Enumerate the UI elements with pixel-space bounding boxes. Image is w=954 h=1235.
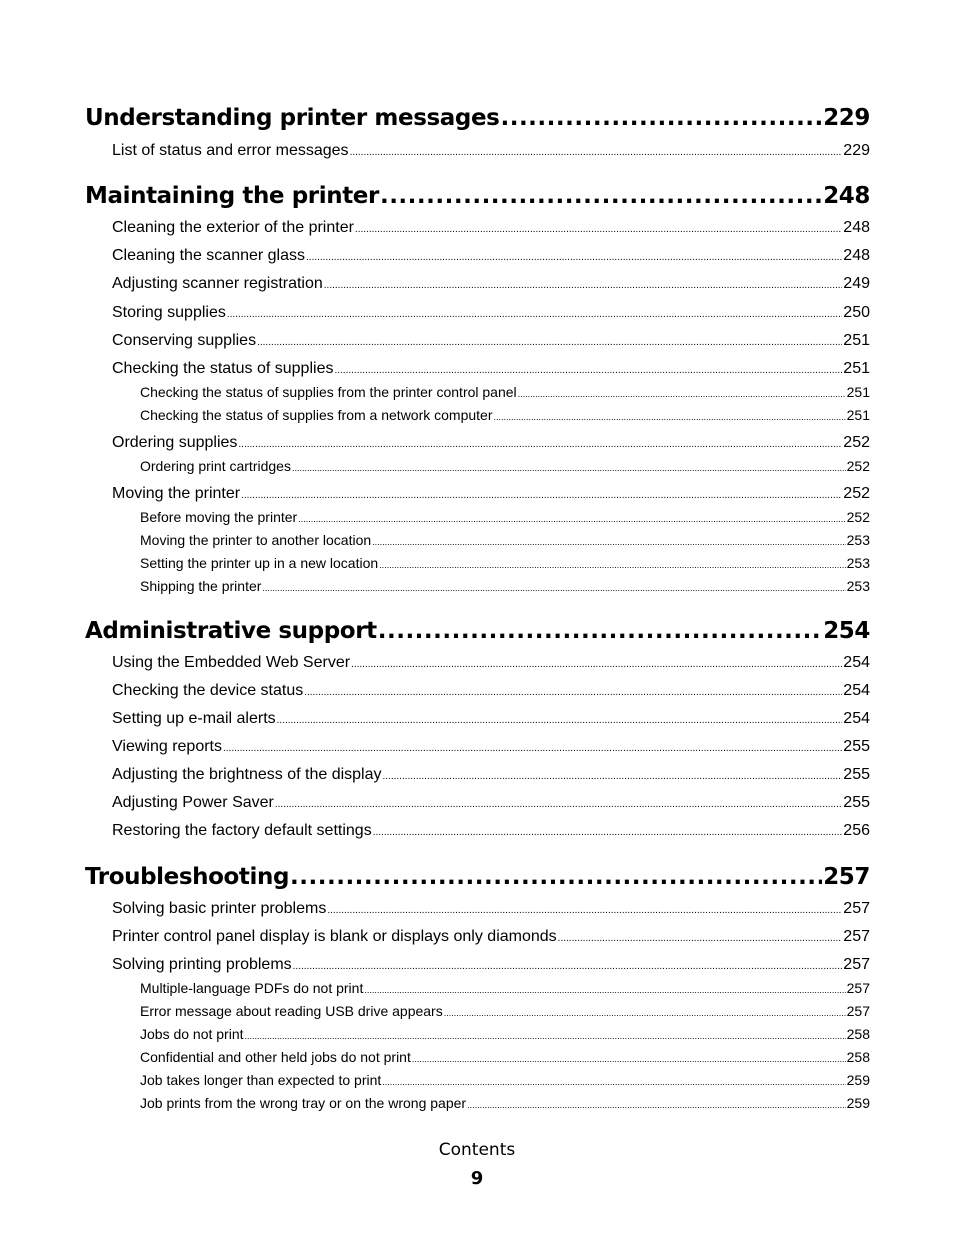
toc-entry-page-number: 248	[843, 219, 870, 236]
toc-subentry[interactable]	[140, 384, 870, 400]
toc-subentry[interactable]	[140, 1003, 870, 1019]
toc-section-heading-page-number: 257	[823, 864, 870, 890]
toc-section-heading-title: Troubleshooting	[85, 864, 290, 890]
dot-leader	[373, 827, 843, 838]
dot-leader	[290, 864, 822, 890]
toc-entry-title: Viewing reports	[112, 738, 222, 755]
toc-subentry-title: Before moving the printer	[140, 509, 298, 525]
toc-subentry-page-number: 253	[846, 578, 870, 594]
toc-subentry-page-number: 258	[846, 1026, 870, 1042]
toc-entry-title: Printer control panel display is blank or displays only diamonds	[112, 928, 557, 945]
toc-entry-page-number: 257	[843, 956, 870, 973]
toc-subentry-title: Job prints from the wrong tray or on the wrong paper	[140, 1095, 467, 1111]
dot-leader	[306, 252, 842, 263]
toc-subentry-title: Setting the printer up in a new location	[140, 555, 379, 571]
toc-section-heading[interactable]	[85, 864, 870, 890]
toc-subentry-page-number: 253	[846, 555, 870, 571]
toc-entry[interactable]	[112, 822, 870, 840]
toc-entry-title: Checking the device status	[112, 682, 304, 699]
dot-leader	[412, 1054, 846, 1064]
toc-subentry[interactable]	[140, 1026, 870, 1042]
toc-subentry[interactable]	[140, 1095, 870, 1111]
toc-entry-title: Ordering supplies	[112, 434, 238, 451]
dot-leader	[383, 771, 843, 782]
toc-subentry-page-number: 259	[846, 1095, 870, 1111]
toc-section-heading-title: Maintaining the printer	[85, 183, 379, 209]
toc-entry-title: Adjusting scanner registration	[112, 275, 323, 292]
toc-entry-page-number: 252	[843, 485, 870, 502]
toc-entry[interactable]	[112, 304, 870, 322]
toc-entry[interactable]	[112, 928, 870, 946]
toc-entry-title: Restoring the factory default settings	[112, 822, 372, 839]
toc-entry-title: Checking the status of supplies	[112, 360, 334, 377]
toc-subentry[interactable]	[140, 407, 870, 423]
dot-leader	[355, 224, 842, 235]
dot-leader	[467, 1100, 846, 1110]
toc-section-heading[interactable]	[85, 183, 870, 209]
dot-leader	[327, 905, 842, 916]
toc-subentry-title: Shipping the printer	[140, 578, 262, 594]
dot-leader	[223, 743, 842, 754]
toc-section-heading-title: Administrative support	[85, 618, 377, 644]
toc-subentry-page-number: 252	[846, 458, 870, 474]
toc-section-heading-page-number: 229	[823, 105, 870, 131]
toc-subentry[interactable]	[140, 509, 870, 525]
toc-entry[interactable]	[112, 710, 870, 728]
dot-leader	[238, 439, 842, 450]
toc-entry-title: Cleaning the exterior of the printer	[112, 219, 354, 236]
toc-subentry-title: Error message about reading USB drive appears	[140, 1003, 443, 1019]
toc-entry-page-number: 254	[843, 710, 870, 727]
toc-entry-title: Conserving supplies	[112, 332, 257, 349]
dot-leader	[350, 147, 843, 158]
dot-leader	[277, 715, 843, 726]
toc-entry[interactable]	[112, 738, 870, 756]
toc-section-heading[interactable]	[85, 618, 870, 644]
toc-subentry-title: Multiple-language PDFs do not print	[140, 980, 364, 996]
toc-entry[interactable]	[112, 766, 870, 784]
dot-leader	[444, 1008, 846, 1018]
toc-entry-page-number: 251	[843, 332, 870, 349]
dot-leader	[380, 183, 822, 209]
toc-entry[interactable]	[112, 219, 870, 237]
toc-entry[interactable]	[112, 485, 870, 503]
toc-entry[interactable]	[112, 434, 870, 452]
toc-entry-title: Adjusting Power Saver	[112, 794, 274, 811]
toc-entry-page-number: 254	[843, 654, 870, 671]
footer-page-number: 9	[470, 1168, 484, 1189]
dot-leader	[351, 659, 842, 670]
toc-entry-page-number: 255	[843, 738, 870, 755]
toc-subentry[interactable]	[140, 1072, 870, 1088]
toc-entry-title: Moving the printer	[112, 485, 241, 502]
dot-leader	[304, 687, 842, 698]
toc-subentry-title: Checking the status of supplies from a network computer	[140, 407, 493, 423]
toc-entry-title: Storing supplies	[112, 304, 226, 321]
toc-subentry-page-number: 253	[846, 532, 870, 548]
dot-leader	[518, 389, 846, 399]
dot-leader	[378, 618, 822, 644]
toc-subentry-page-number: 251	[846, 384, 870, 400]
toc-entry[interactable]	[112, 360, 870, 378]
toc-entry-page-number: 251	[843, 360, 870, 377]
toc-entry-title: Adjusting the brightness of the display	[112, 766, 382, 783]
toc-subentry[interactable]	[140, 980, 870, 996]
dot-leader	[558, 933, 843, 944]
toc-subentry[interactable]	[140, 532, 870, 548]
toc-entry-page-number: 229	[843, 142, 870, 159]
toc-entry-page-number: 257	[843, 928, 870, 945]
dot-leader	[262, 583, 845, 593]
toc-section-heading-title: Understanding printer messages	[85, 105, 500, 131]
toc-subentry-title: Ordering print cartridges	[140, 458, 291, 474]
toc-entry[interactable]	[112, 794, 870, 812]
toc-subentry-title: Moving the printer to another location	[140, 532, 372, 548]
dot-leader	[257, 337, 842, 348]
footer-label: Contents	[438, 1140, 516, 1160]
toc-subentry[interactable]	[140, 578, 870, 594]
toc-entry-title: Using the Embedded Web Server	[112, 654, 351, 671]
toc-entry-page-number: 249	[843, 275, 870, 292]
toc-entry-page-number: 255	[843, 766, 870, 783]
dot-leader	[241, 490, 842, 501]
toc-entry[interactable]	[112, 956, 870, 974]
toc-entry-page-number: 250	[843, 304, 870, 321]
toc-subentry-page-number: 258	[846, 1049, 870, 1065]
toc-subentry-page-number: 252	[846, 509, 870, 525]
toc-entry[interactable]	[112, 900, 870, 918]
toc-entry-title: Solving basic printer problems	[112, 900, 327, 917]
toc-subentry-title: Jobs do not print	[140, 1026, 244, 1042]
dot-leader	[292, 463, 846, 473]
toc-entry-title: List of status and error messages	[112, 142, 349, 159]
toc-subentry-page-number: 257	[846, 1003, 870, 1019]
dot-leader	[293, 961, 843, 972]
toc-entry-title: Solving printing problems	[112, 956, 292, 973]
toc-entry[interactable]	[112, 247, 870, 265]
toc-entry[interactable]	[112, 654, 870, 672]
toc-entry-page-number: 252	[843, 434, 870, 451]
dot-leader	[372, 537, 846, 547]
dot-leader	[227, 309, 842, 320]
toc-subentry[interactable]	[140, 458, 870, 474]
toc-entry-page-number: 255	[843, 794, 870, 811]
dot-leader	[379, 560, 845, 570]
toc-entry-page-number: 256	[843, 822, 870, 839]
toc-section-heading[interactable]	[85, 105, 870, 131]
toc-subentry-title: Checking the status of supplies from the printer control panel	[140, 384, 517, 400]
dot-leader	[245, 1031, 846, 1041]
toc-entry[interactable]	[112, 682, 870, 700]
toc-subentry-title: Job takes longer than expected to print	[140, 1072, 382, 1088]
dot-leader	[500, 105, 822, 131]
toc-section-heading-page-number: 248	[823, 183, 870, 209]
toc-entry-page-number: 257	[843, 900, 870, 917]
toc-entry[interactable]	[112, 332, 870, 350]
toc-entry[interactable]	[112, 275, 870, 293]
toc-subentry-page-number: 259	[846, 1072, 870, 1088]
toc-subentry[interactable]	[140, 555, 870, 571]
toc-entry-page-number: 248	[843, 247, 870, 264]
dot-leader	[298, 514, 845, 524]
toc-subentry-page-number: 257	[846, 980, 870, 996]
toc-subentry-page-number: 251	[846, 407, 870, 423]
toc-subentry[interactable]	[140, 1049, 870, 1065]
toc-entry-page-number: 254	[843, 682, 870, 699]
dot-leader	[364, 985, 845, 995]
dot-leader	[382, 1077, 845, 1087]
toc-subentry-title: Confidential and other held jobs do not print	[140, 1049, 411, 1065]
toc-entry[interactable]	[112, 142, 870, 160]
dot-leader	[334, 365, 842, 376]
toc-entry-title: Cleaning the scanner glass	[112, 247, 306, 264]
dot-leader	[275, 799, 842, 810]
toc-entry-title: Setting up e-mail alerts	[112, 710, 276, 727]
dot-leader	[324, 280, 843, 291]
dot-leader	[494, 412, 846, 422]
toc-section-heading-page-number: 254	[823, 618, 870, 644]
